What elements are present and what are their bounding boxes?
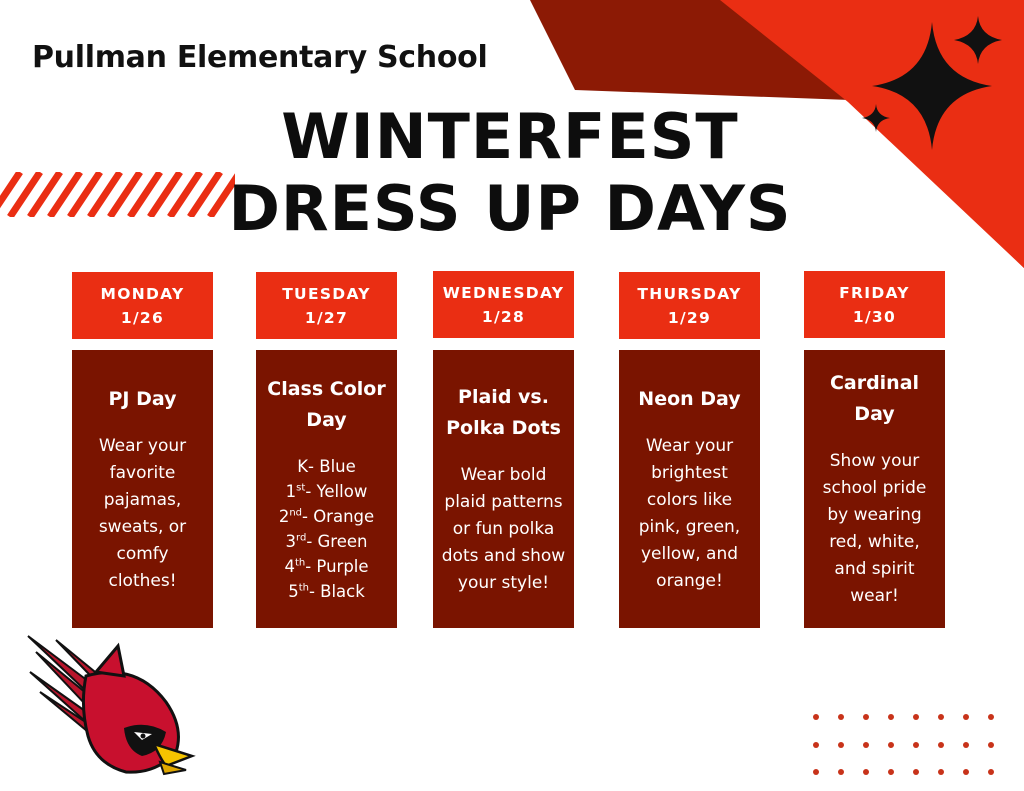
description-line: school pride [822,478,927,498]
day-body [804,350,945,628]
description-line: Wear your [645,435,734,456]
theme-line: Day [306,409,347,431]
description-line: plaid patterns [444,491,563,512]
description-line: dots and show [441,545,566,566]
page-title-line1: WINTERFEST [281,100,739,173]
day-name: TUESDAY [282,285,371,303]
day-date: 1/29 [667,309,712,327]
day-description [625,433,754,595]
class-color-item: 2nd- Orange [278,507,375,526]
theme-line: Neon Day [638,387,741,410]
day-name: FRIDAY [839,284,910,302]
theme-line: Class Color [267,378,386,400]
day-header [619,272,760,339]
description-line: Wear bold [460,464,547,485]
theme-line: Day [854,403,895,425]
day-description [78,433,207,595]
description-line: red, white, [829,532,920,552]
day-date: 1/26 [120,309,165,327]
day-date: 1/28 [481,308,526,326]
description-line: and spirit [834,559,915,579]
description-line: brightest [651,462,728,483]
day-header [433,271,574,338]
description-line: pink, green, [638,516,741,537]
day-name: THURSDAY [637,285,742,303]
description-line: clothes! [108,570,177,591]
day-date: 1/30 [852,308,897,326]
class-color-list [262,454,391,604]
day-theme [262,374,391,436]
day-description [439,462,568,597]
day-name: MONDAY [100,285,185,303]
theme-line: Cardinal [829,372,920,394]
cardinal-mascot-icon [26,632,196,782]
class-color-item: K- Blue [297,457,356,476]
day-theme [439,382,568,444]
theme-line: Polka Dots [446,416,561,439]
page-title-line2: DRESS UP DAYS [228,172,792,245]
day-theme [810,368,939,430]
class-color-item: 1st- Yellow [285,482,368,501]
school-name: Pullman Elementary School [32,40,488,75]
description-line: by wearing [827,505,922,525]
description-line: sweats, or [98,516,187,537]
day-header [72,272,213,339]
description-line: or fun polka [452,518,555,539]
theme-line: PJ Day [108,387,177,410]
day-body [433,350,574,628]
description-line: favorite [109,462,176,483]
class-color-item: 3rd- Green [285,532,368,551]
description-line: pajamas, [103,489,182,510]
description-line: wear! [850,586,899,606]
day-name: WEDNESDAY [442,284,565,302]
day-date: 1/27 [304,309,349,327]
description-line: comfy [116,543,169,564]
description-line: your style! [457,572,550,593]
description-line: Wear your [98,435,187,456]
day-body [72,350,213,628]
description-line: yellow, and [640,543,739,564]
class-color-item: 4th- Purple [284,557,369,576]
description-line: colors like [646,489,733,510]
theme-line: Plaid vs. [458,385,549,408]
description-line: Show your [829,451,920,471]
day-header [256,272,397,339]
day-body [256,350,397,628]
day-header [804,271,945,338]
day-body [619,350,760,628]
class-color-item: 5th- Black [288,582,365,601]
dot-grid-decoration [810,710,1010,780]
day-theme [78,384,207,415]
day-description [810,448,939,610]
day-theme [625,384,754,415]
description-line: orange! [656,570,723,591]
